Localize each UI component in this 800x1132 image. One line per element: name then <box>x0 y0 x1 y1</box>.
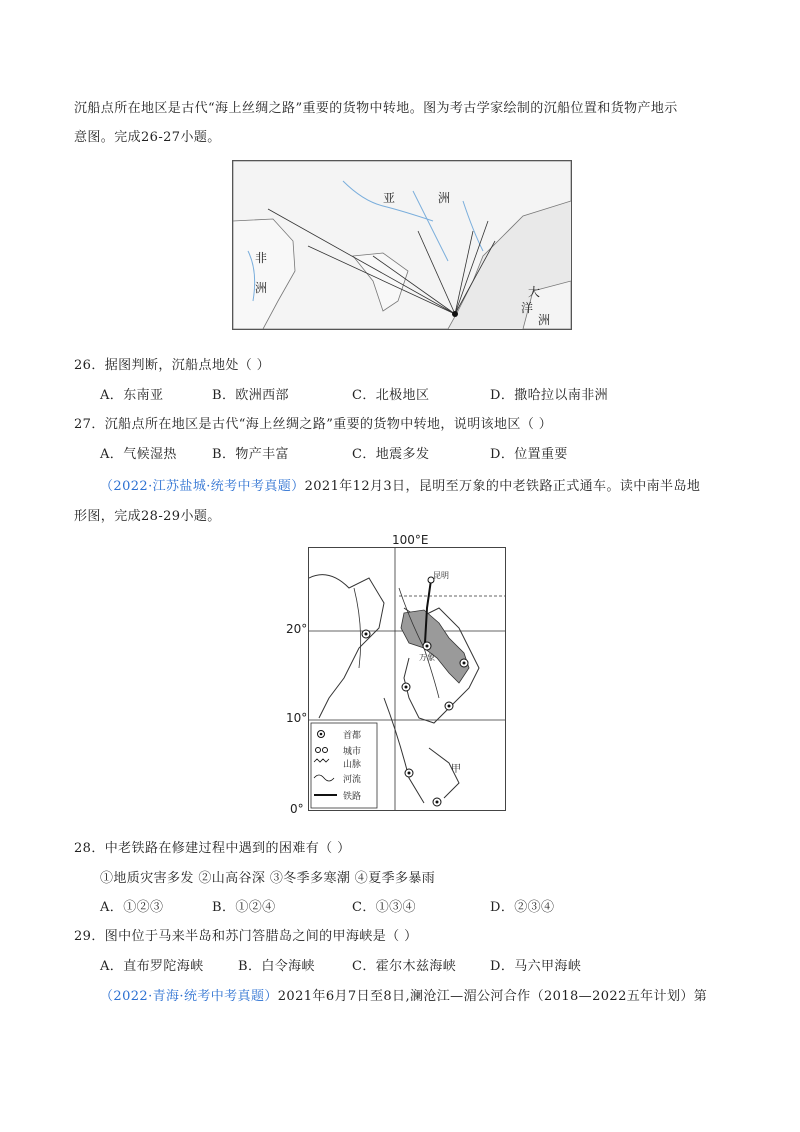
q26-option-d: D．撒哈拉以南非洲 <box>490 388 609 403</box>
q29-option-d: D．马六甲海峡 <box>490 959 582 974</box>
q29-option-b: B．白令海峡 <box>238 959 315 974</box>
intro-line-2: 意图。完成26-27小题。 <box>74 130 221 145</box>
q27-stem: 27．沉船点所在地区是古代“海上丝绸之路”重要的货物中转地，说明该地区（ ） <box>74 417 553 432</box>
q29-option-c: C．霍尔木兹海峡 <box>352 959 457 974</box>
q26-stem: 26．据图判断，沉船点地处（ ） <box>74 358 271 373</box>
section3-source: （2022·青海·统考中考真题） <box>100 989 278 1004</box>
map2-vientiane: 万象 <box>419 653 435 662</box>
q26-option-c: C．北极地区 <box>352 388 430 403</box>
indochina-map <box>308 547 506 811</box>
section2-text-1: 2021年12月3日，昆明至万象的中老铁路正式通车。读中南半岛地 <box>304 479 701 494</box>
map2-legend-river: 河流 <box>343 775 362 785</box>
q28-stem: 28．中老铁路在修建过程中遇到的困难有（ ） <box>74 841 351 856</box>
map2-legend-capital: 首都 <box>343 731 362 741</box>
q26-option-b: B．欧洲西部 <box>212 388 289 403</box>
map1-label-asia-1: 亚 <box>383 191 396 205</box>
map1-label-asia-2: 洲 <box>438 191 451 205</box>
map1-label-oceania-3: 洲 <box>538 313 551 327</box>
q27-option-b: B．物产丰富 <box>212 447 289 462</box>
map2-jia: 甲 <box>451 764 461 775</box>
q27-option-c: C．地震多发 <box>352 447 430 462</box>
section2-source: （2022·江苏盐城·统考中考真题） <box>100 479 305 494</box>
q29-stem: 29．图中位于马来半岛和苏门答腊岛之间的甲海峡是（ ） <box>74 929 418 944</box>
q28-option-d: D．②③④ <box>490 900 555 915</box>
map2-legend-city: 城市 <box>343 747 362 757</box>
q27-option-d: D．位置重要 <box>490 447 568 462</box>
q28-items: ①地质灾害多发 ②山高谷深 ③冬季多寒潮 ④夏季多暴雨 <box>100 871 436 886</box>
q28-option-b: B．①②④ <box>212 900 276 915</box>
indochina-map-svg <box>309 548 505 810</box>
q29-option-a: A．直布罗陀海峡 <box>100 959 204 974</box>
shipwreck-map <box>232 160 572 330</box>
map1-label-oceania-1: 大 <box>528 285 541 299</box>
section3-line-1 <box>100 988 707 1006</box>
q26-option-a: A．东南亚 <box>100 388 164 403</box>
section2-line-2: 形图，完成28-29小题。 <box>74 509 221 524</box>
q28-option-a: A．①②③ <box>100 900 164 915</box>
section2-line-1 <box>100 478 700 496</box>
map2-legend-mountain: 山脉 <box>343 760 362 770</box>
q27-option-a: A．气候湿热 <box>100 447 177 462</box>
map2-legend-railway: 铁路 <box>343 792 362 802</box>
map1-label-oceania-2: 洋 <box>521 301 534 315</box>
intro-line-1: 沉船点所在地区是古代“海上丝绸之路”重要的货物中转地。图为考古学家绘制的沉船位置和货物产地示 <box>74 101 678 116</box>
map2-meridian-label: 100°E <box>392 533 429 547</box>
section3-text-1: 2021年6月7日至8日,澜沧江—湄公河合作（2018—2022五年计划）第 <box>277 989 708 1004</box>
map2-lat-20: 20° <box>286 622 308 636</box>
map1-label-africa-2: 洲 <box>255 281 268 295</box>
map2-lat-0: 0° <box>290 802 304 816</box>
map2-kunming: 昆明 <box>433 571 449 580</box>
map2-lat-10: 10° <box>286 711 308 725</box>
q28-option-c: C．①③④ <box>352 900 416 915</box>
map1-label-africa-1: 非 <box>255 251 268 265</box>
